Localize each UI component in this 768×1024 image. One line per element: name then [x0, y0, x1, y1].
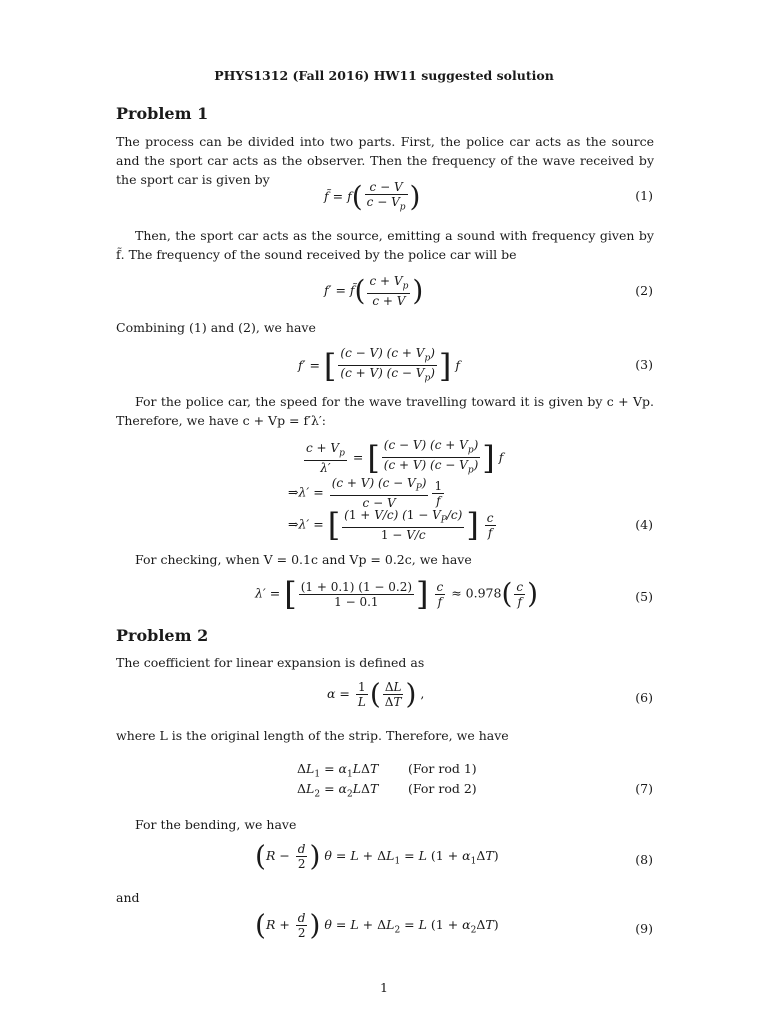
equation-1-number: (1)	[635, 188, 653, 203]
equation-4-line-1: $\frac{c + V_p}{\lambda'}$ = [ $\frac{(c - V) (c + V_p)}{(c + V) (c - V_p)}$ ] f	[306, 438, 504, 477]
equation-2: f′ = f̃( $\frac{c + V_p}{c + V}$ )	[324, 274, 424, 309]
equation-9: (R + $\frac{d}{2}$ ) $\theta = L + \Delta L_2 = L$ $(1 + \alpha_2\Delta T)$	[255, 908, 499, 942]
problem-2-paragraph-1: The coefficient for linear expansion is defined as	[116, 655, 425, 670]
problem-1-paragraph-1: The process can be divided into two parts. First, the police car acts as the source and the sport car acts as the observer. Then the frequency of the wave received by the sport car is given by	[116, 134, 654, 187]
equation-4-number: (4)	[635, 517, 653, 532]
equation-8-number: (8)	[635, 852, 653, 867]
equation-7-rod-1-note: (For rod 1)	[408, 761, 477, 776]
page-number: 1	[380, 980, 388, 995]
problem-1-paragraph-3: Combining (1) and (2), we have	[116, 320, 316, 335]
equation-1: f̃ = f( $\frac{c - V}{c - V_p}$ )	[324, 180, 421, 214]
problem-1-heading: Problem 1	[116, 104, 209, 123]
document-title: PHYS1312 (Fall 2016) HW11 suggested solution	[214, 68, 554, 83]
equation-3: f′ = [ $\frac{(c - V) (c + V_p)}{(c + V) (c - V_p)}$ ] f	[298, 346, 460, 385]
equation-7-rod-2-note: (For rod 2)	[408, 781, 477, 796]
problem-1-paragraph-5: For checking, when V = 0.1c and Vp = 0.2c, we have	[135, 552, 472, 567]
equation-6-number: (6)	[635, 690, 653, 705]
equation-4-line-2: ⇒λ′ = $\frac{(c + V) (c - V_P)}{c - V}$ $\frac{1}{f}$	[288, 476, 443, 511]
equation-6: α = $\frac{1}{L}$ ( $\frac{\Delta L}{\Delta T}$ ) ,	[327, 677, 425, 711]
problem-1-paragraph-2: Then, the sport car acts as the source, emitting a sound with frequency given by f̃. The frequency of the sound received by the police car will be	[116, 228, 654, 262]
equation-3-number: (3)	[635, 357, 653, 372]
problem-2-heading: Problem 2	[116, 626, 209, 645]
equation-4-line-3: ⇒λ′ = [ $\frac{(1 + V/c) (1 - V_P/c)}{1 - V/c}$ ] $\frac{c}{f}$	[288, 506, 494, 545]
equation-5: λ′ = [ $\frac{(1 + 0.1) (1 - 0.2)}{1 - 0.1}$ ] $\frac{c}{f}$ ≈ 0.978( $\frac{c}{f}$ )	[255, 575, 539, 613]
problem-2-paragraph-4: and	[116, 890, 140, 905]
equation-9-number: (9)	[635, 921, 653, 936]
equation-5-number: (5)	[635, 589, 653, 604]
equation-7-line-1: $\Delta L_1 = \alpha_1L\Delta T$	[297, 761, 379, 780]
equation-2-number: (2)	[635, 283, 653, 298]
problem-2-paragraph-2: where L is the original length of the strip. Therefore, we have	[116, 728, 509, 743]
equation-8: (R − $\frac{d}{2}$ ) $\theta = L + \Delta L_1 = L$ $(1 + \alpha_1\Delta T)$	[255, 839, 499, 873]
equation-7-line-2: $\Delta L_2 = \alpha_2L\Delta T$	[297, 781, 379, 800]
problem-2-paragraph-3: For the bending, we have	[135, 817, 297, 832]
equation-7-number: (7)	[635, 781, 653, 796]
problem-1-paragraph-4: For the police car, the speed for the wave travelling toward it is given by c + Vp. Therefore, we have c + Vp = f′λ′:	[116, 394, 654, 428]
